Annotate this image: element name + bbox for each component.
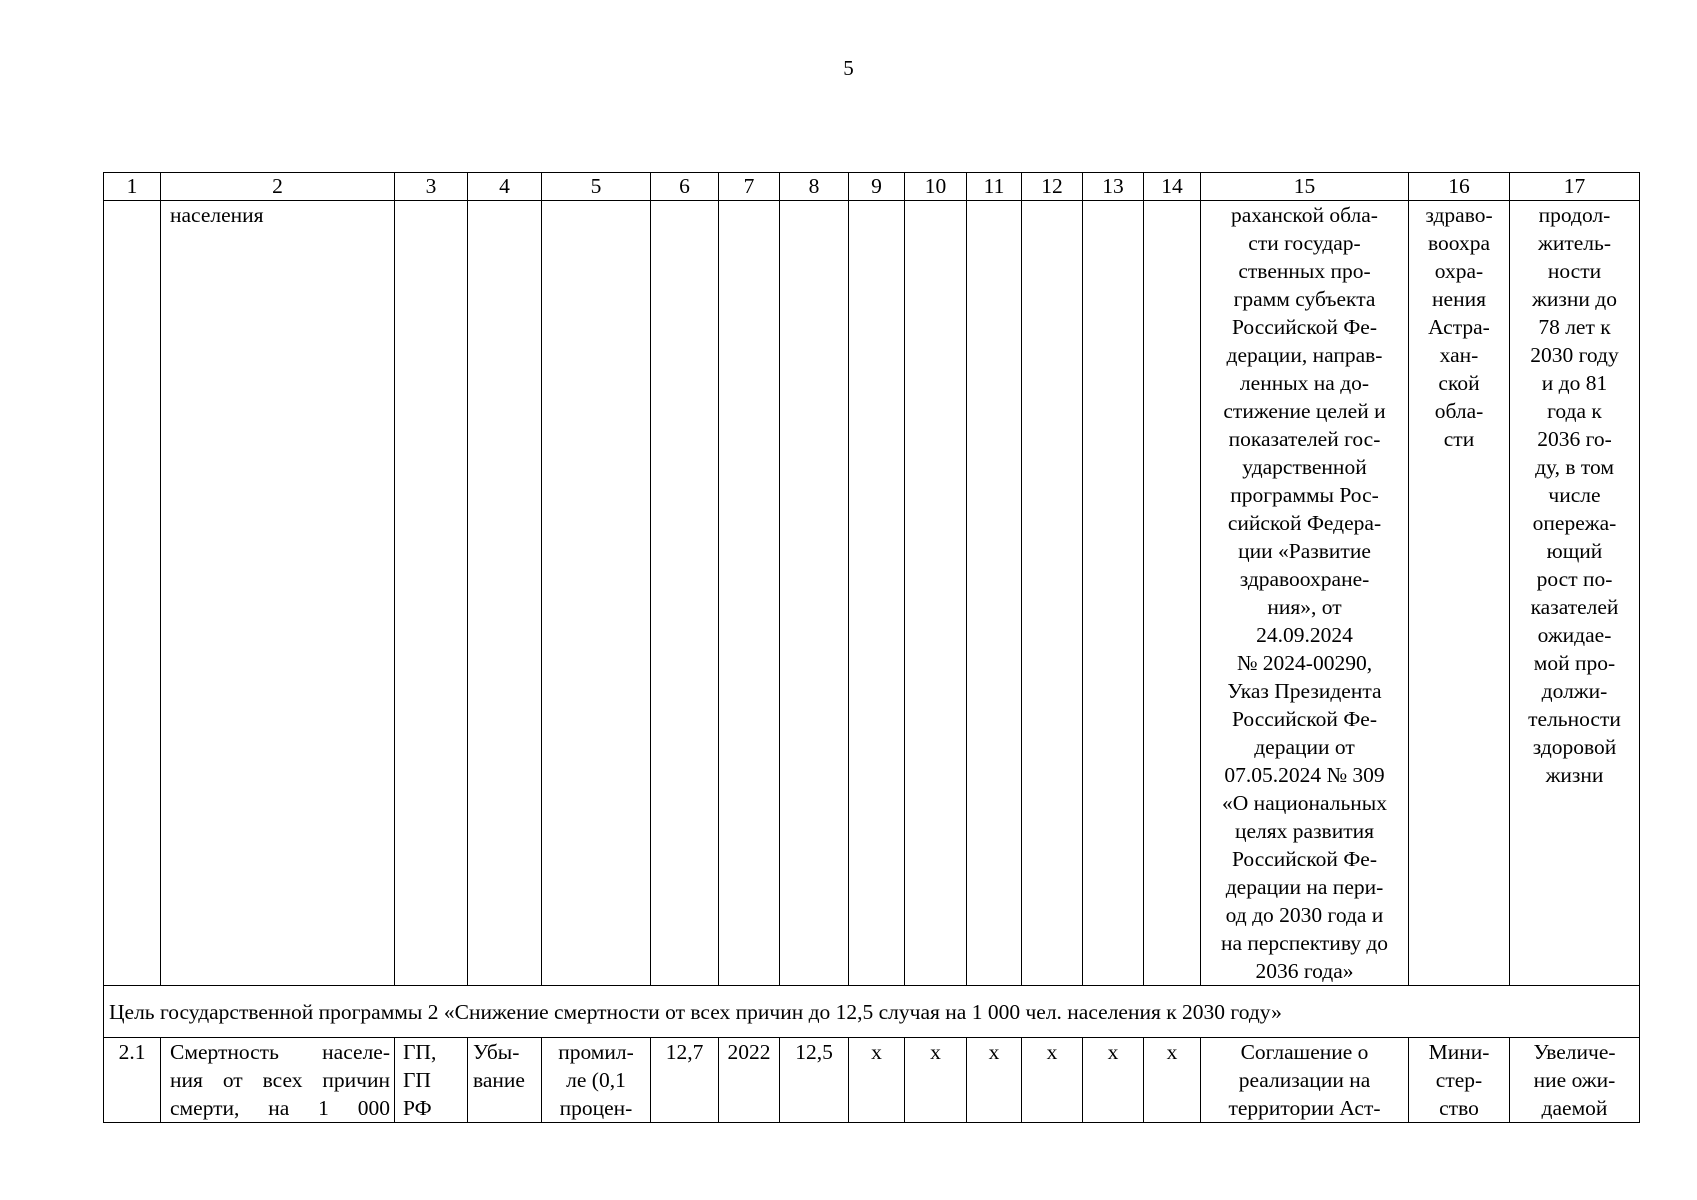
text-line: дерации на пери- xyxy=(1225,875,1384,899)
header-cell: 15 xyxy=(1201,173,1409,201)
row-number-cell: 2.1 xyxy=(104,1038,161,1123)
text-line: жизни xyxy=(1545,763,1604,787)
text-line: дерации, направ- xyxy=(1226,343,1383,367)
text-line: стер- xyxy=(1435,1068,1483,1092)
text-line: дерации от xyxy=(1254,735,1355,759)
level-cell xyxy=(395,1038,468,1123)
text-line: здоровой xyxy=(1532,735,1617,759)
text-line: числе xyxy=(1548,483,1601,507)
table-cell xyxy=(905,201,967,986)
text-line: целях развития xyxy=(1234,819,1375,843)
target-value-cell: 12,5 xyxy=(780,1038,849,1123)
text-line: смерти, на 1 000 xyxy=(170,1096,390,1120)
header-cell: 8 xyxy=(780,173,849,201)
header-cell: 9 xyxy=(849,173,905,201)
text-line: должи- xyxy=(1541,679,1608,703)
text-line: опережа- xyxy=(1532,511,1617,535)
text-line: продол- xyxy=(1538,203,1611,227)
table-cell xyxy=(967,201,1022,986)
header-cell: 1 xyxy=(104,173,161,201)
text-line: показателей гос- xyxy=(1228,427,1381,451)
linkage-cell xyxy=(1510,1038,1640,1123)
text-line: ющий xyxy=(1546,539,1603,563)
continuation-row xyxy=(104,201,1640,986)
text-line: ду, в том xyxy=(1535,455,1614,479)
text-line: ния», от xyxy=(1267,595,1342,619)
text-line: вание xyxy=(473,1068,525,1092)
text-line: и до 81 xyxy=(1541,371,1608,395)
year-value-cell: х xyxy=(967,1038,1022,1123)
text-line: 2030 году xyxy=(1530,343,1619,367)
text-line: ции «Развитие xyxy=(1238,539,1371,563)
text-line: ГП xyxy=(403,1068,431,1092)
text-line: рост по- xyxy=(1536,567,1613,591)
table-cell xyxy=(1022,201,1083,986)
text-line: ство xyxy=(1439,1096,1479,1120)
text-line: ле (0,1 xyxy=(566,1068,626,1092)
table-cell xyxy=(104,201,161,986)
table-cell xyxy=(468,201,542,986)
year-value-cell: х xyxy=(1083,1038,1144,1123)
text-line: воохра xyxy=(1427,231,1490,255)
text-line: ния от всех причин xyxy=(170,1068,390,1092)
text-line: даемой xyxy=(1541,1096,1608,1120)
header-cell: 2 xyxy=(161,173,395,201)
text-line: грамм субъекта xyxy=(1233,287,1376,311)
table-cell xyxy=(1144,201,1201,986)
text-line: Российской Фе- xyxy=(1231,707,1378,731)
text-line: хан- xyxy=(1439,343,1479,367)
text-line: ние ожи- xyxy=(1533,1068,1616,1092)
text-line: казателей xyxy=(1530,595,1619,619)
year-value-cell: х xyxy=(1144,1038,1201,1123)
text-line: ГП, xyxy=(403,1040,437,1064)
table-cell xyxy=(395,201,468,986)
text-line: ности xyxy=(1547,259,1602,283)
table-cell xyxy=(542,201,651,986)
text-line: года к xyxy=(1547,399,1602,423)
text-line: «О национальных xyxy=(1222,791,1387,815)
text-line: жизни до xyxy=(1532,287,1617,311)
text-line: ожидае- xyxy=(1537,623,1612,647)
text-line: ударственной xyxy=(1242,455,1367,479)
base-year-cell: 2022 xyxy=(719,1038,780,1123)
header-cell: 6 xyxy=(651,173,719,201)
text-line: сти государ- xyxy=(1248,231,1361,255)
text-line: нения xyxy=(1432,287,1486,311)
text-line: Смертность населе- xyxy=(170,1040,390,1064)
header-cell: 17 xyxy=(1510,173,1640,201)
unit-cell xyxy=(542,1038,651,1123)
header-cell: 11 xyxy=(967,173,1022,201)
text-line: обла- xyxy=(1434,399,1484,423)
base-value-cell: 12,7 xyxy=(651,1038,719,1123)
header-cell: 16 xyxy=(1409,173,1510,201)
text-line: Указ Президента xyxy=(1227,679,1382,703)
indicator-name-cell xyxy=(161,1038,395,1123)
text-line: здравоохране- xyxy=(1239,567,1370,591)
table-cell xyxy=(719,201,780,986)
linkage-cell xyxy=(1510,201,1640,986)
text-line: 78 лет к xyxy=(1538,315,1611,339)
indicator-name-cell: населения xyxy=(161,201,395,986)
text-line: реализации на xyxy=(1238,1068,1371,1092)
text-line: раханской обла- xyxy=(1231,203,1378,227)
table-cell xyxy=(651,201,719,986)
header-cell: 14 xyxy=(1144,173,1201,201)
text-line: сийской Федера- xyxy=(1227,511,1382,535)
goal-row xyxy=(104,986,1640,1038)
text-line: охра- xyxy=(1434,259,1484,283)
text-line: ственных про- xyxy=(1238,259,1371,283)
table-cell xyxy=(849,201,905,986)
trend-cell xyxy=(468,1038,542,1123)
text-line: житель- xyxy=(1538,231,1611,255)
text-line: Астра- xyxy=(1428,315,1490,339)
header-cell: 4 xyxy=(468,173,542,201)
year-value-cell: х xyxy=(905,1038,967,1123)
table-cell xyxy=(780,201,849,986)
indicator-row-2-1 xyxy=(104,1038,1640,1123)
responsible-cell xyxy=(1409,201,1510,986)
year-value-cell: х xyxy=(1022,1038,1083,1123)
text-line: 07.05.2024 № 309 xyxy=(1224,763,1385,787)
text-line: территории Аст- xyxy=(1228,1096,1381,1120)
text-line: программы Рос- xyxy=(1230,483,1379,507)
goal-text: Цель государственной программы 2 «Снижение смертности от всех причин до 12,5 случая на 1 000 чел. населения к 2030 году» xyxy=(104,986,1640,1038)
text-line: здраво- xyxy=(1425,203,1493,227)
header-cell: 13 xyxy=(1083,173,1144,201)
text-line: Российской Фе- xyxy=(1231,847,1378,871)
text-line: Увеличе- xyxy=(1533,1040,1616,1064)
text-line: РФ xyxy=(403,1096,432,1120)
responsible-cell xyxy=(1409,1038,1510,1123)
text-line: Соглашение о xyxy=(1240,1040,1369,1064)
indicators-table xyxy=(103,172,1640,1123)
text-line: мой про- xyxy=(1533,651,1616,675)
text-line: 2036 го- xyxy=(1537,427,1612,451)
header-cell: 3 xyxy=(395,173,468,201)
text-line: Российской Фе- xyxy=(1231,315,1378,339)
header-cell: 5 xyxy=(542,173,651,201)
related-documents-cell xyxy=(1201,1038,1409,1123)
text-line: на перспективу до xyxy=(1220,931,1389,955)
header-cell: 10 xyxy=(905,173,967,201)
text-line: № 2024-00290, xyxy=(1236,651,1373,675)
text-line: процен- xyxy=(559,1096,633,1120)
text-line: сти xyxy=(1443,427,1475,451)
header-cell: 7 xyxy=(719,173,780,201)
text-line: Убы- xyxy=(473,1040,520,1064)
text-line: 2036 года» xyxy=(1255,959,1354,983)
header-cell: 12 xyxy=(1022,173,1083,201)
text-line: 24.09.2024 xyxy=(1256,623,1353,647)
text-line: од до 2030 года и xyxy=(1225,903,1384,927)
text-line: ской xyxy=(1438,371,1480,395)
text-line: Мини- xyxy=(1428,1040,1490,1064)
page-number: 5 xyxy=(843,56,854,80)
text-line: стижение целей и xyxy=(1223,399,1386,423)
header-row xyxy=(104,173,1640,201)
related-documents-cell xyxy=(1201,201,1409,986)
table-cell xyxy=(1083,201,1144,986)
year-value-cell: х xyxy=(849,1038,905,1123)
text-line: промил- xyxy=(558,1040,634,1064)
text-line: ленных на до- xyxy=(1239,371,1370,395)
text-line: тельности xyxy=(1528,707,1621,731)
